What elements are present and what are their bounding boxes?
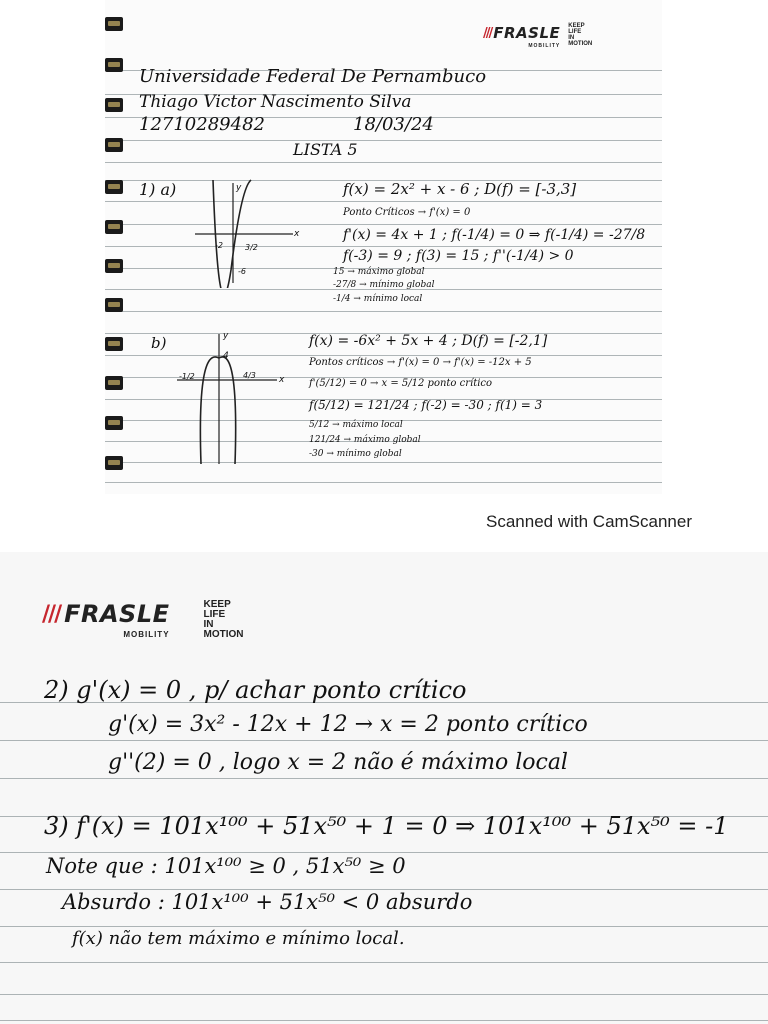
spiral-ring [105, 259, 123, 273]
q1a-line: f(-3) = 9 ; f(3) = 15 ; f''(-1/4) > 0 [343, 248, 574, 264]
min-label: -6 [238, 267, 246, 276]
ruled-line [105, 162, 662, 163]
q1b-note: 121/24 → máximo global [309, 435, 421, 445]
q1a-label: 1) a) [139, 180, 177, 199]
spiral-ring [105, 220, 123, 234]
q1b-line: f(x) = -6x² + 5x + 4 ; D(f) = [-2,1] [309, 333, 548, 349]
brand-name: FRASLE [64, 600, 170, 628]
notebook-page-2 [0, 552, 768, 1024]
spiral-ring [105, 456, 123, 470]
motto-line: IN [203, 619, 214, 630]
ruled-line [105, 311, 662, 312]
motto-line: IN [568, 35, 575, 41]
q1b-line: Pontos críticos → f'(x) = 0 → f'(x) = -12x + 5 [309, 357, 532, 368]
spiral-ring [105, 98, 123, 112]
ruled-line [0, 852, 768, 853]
root-right-label: 3/2 [245, 243, 258, 252]
motto-line: MOTION [568, 41, 593, 47]
q3-line: Absurdo : 101x¹⁰⁰ + 51x⁵⁰ < 0 absurdo [62, 890, 473, 914]
x-label: x [294, 229, 300, 239]
motto-line: LIFE [203, 609, 226, 620]
ruled-line [105, 246, 662, 247]
q1a-line: Ponto Críticos → f'(x) = 0 [343, 207, 471, 218]
q1a-note: -27/8 → mínimo global [333, 280, 435, 290]
q3-line: Note que : 101x¹⁰⁰ ≥ 0 , 51x⁵⁰ ≥ 0 [46, 854, 406, 878]
spiral-ring [105, 376, 123, 390]
q1a-note: -1/4 → mínimo local [333, 294, 423, 304]
vertex-label: 4 [223, 351, 229, 361]
q2-line: 2) g'(x) = 0 , p/ achar ponto crítico [44, 676, 467, 704]
university-name: Universidade Federal De Pernambuco [139, 66, 487, 87]
brand-motto [568, 23, 592, 47]
spiral-ring [105, 138, 123, 152]
q1b-line: f'(5/12) = 0 → x = 5/12 ponto crítico [309, 378, 493, 389]
spiral-ring [105, 337, 123, 351]
brand-motto [204, 600, 244, 640]
q1a-line: f'(x) = 4x + 1 ; f(-1/4) = 0 ⇒ f(-1/4) = -27/8 [343, 227, 646, 243]
root-right-label: 4/3 [243, 371, 256, 380]
brand-mark-icon: /// [483, 25, 492, 41]
q1b-note: -30 → mínimo global [309, 449, 402, 459]
root-left-label: -2 [215, 241, 223, 250]
student-id: 12710289482 [139, 114, 265, 135]
q1a-line: f(x) = 2x² + x - 6 ; D(f) = [-3,3] [343, 180, 577, 198]
ruled-line [0, 994, 768, 995]
spiral-ring [105, 17, 123, 31]
ruled-line [0, 962, 768, 963]
notebook-page-1 [105, 0, 662, 494]
motto-line: MOTION [203, 629, 244, 640]
spiral-ring [105, 180, 123, 194]
spiral-ring [105, 58, 123, 72]
motto-line: LIFE [568, 29, 582, 35]
q3-line: 3) f'(x) = 101x¹⁰⁰ + 51x⁵⁰ + 1 = 0 ⇒ 101x¹⁰⁰ + 51x⁵⁰ = -1 [44, 812, 729, 840]
ruled-line [105, 482, 662, 483]
q2-line: g''(2) = 0 , logo x = 2 não é máximo local [108, 750, 568, 775]
brand-sub: MOBILITY [123, 630, 170, 639]
date: 18/03/24 [353, 114, 434, 135]
q1a-graph [193, 178, 303, 288]
parabola-curve [200, 357, 235, 464]
spiral-ring [105, 416, 123, 430]
ruled-line [0, 926, 768, 927]
q1b-label: b) [151, 334, 167, 352]
brand-name: FRASLE [493, 24, 561, 42]
q2-line: g'(x) = 3x² - 12x + 12 → x = 2 ponto crítico [108, 712, 588, 737]
q1b-line: f(5/12) = 121/24 ; f(-2) = -30 ; f(1) = 3 [309, 398, 543, 412]
root-left-label: -1/2 [179, 372, 195, 381]
frasle-logo [42, 600, 244, 640]
motto-line: KEEP [568, 23, 585, 29]
q1b-note: 5/12 → máximo local [309, 420, 403, 430]
frasle-logo [483, 24, 592, 49]
x-label: x [279, 375, 285, 385]
ruled-line [0, 778, 768, 779]
y-label: y [223, 331, 229, 341]
ruled-line [105, 140, 662, 141]
ruled-line [0, 1020, 768, 1021]
y-label: y [236, 183, 242, 193]
brand-mark-icon: /// [42, 601, 61, 627]
q3-line: f(x) não tem máximo e mínimo local. [72, 928, 405, 949]
ruled-line [0, 740, 768, 741]
scanner-footer: Scanned with CamScanner [486, 512, 693, 531]
ruled-line [105, 201, 662, 202]
q1a-note: 15 → máximo global [333, 267, 425, 277]
student-name: Thiago Victor Nascimento Silva [139, 92, 412, 112]
spiral-ring [105, 298, 123, 312]
motto-line: KEEP [203, 599, 231, 610]
list-title: LISTA 5 [293, 140, 358, 159]
ruled-line [105, 224, 662, 225]
brand-sub: MOBILITY [528, 43, 561, 49]
q1b-graph [173, 326, 293, 466]
